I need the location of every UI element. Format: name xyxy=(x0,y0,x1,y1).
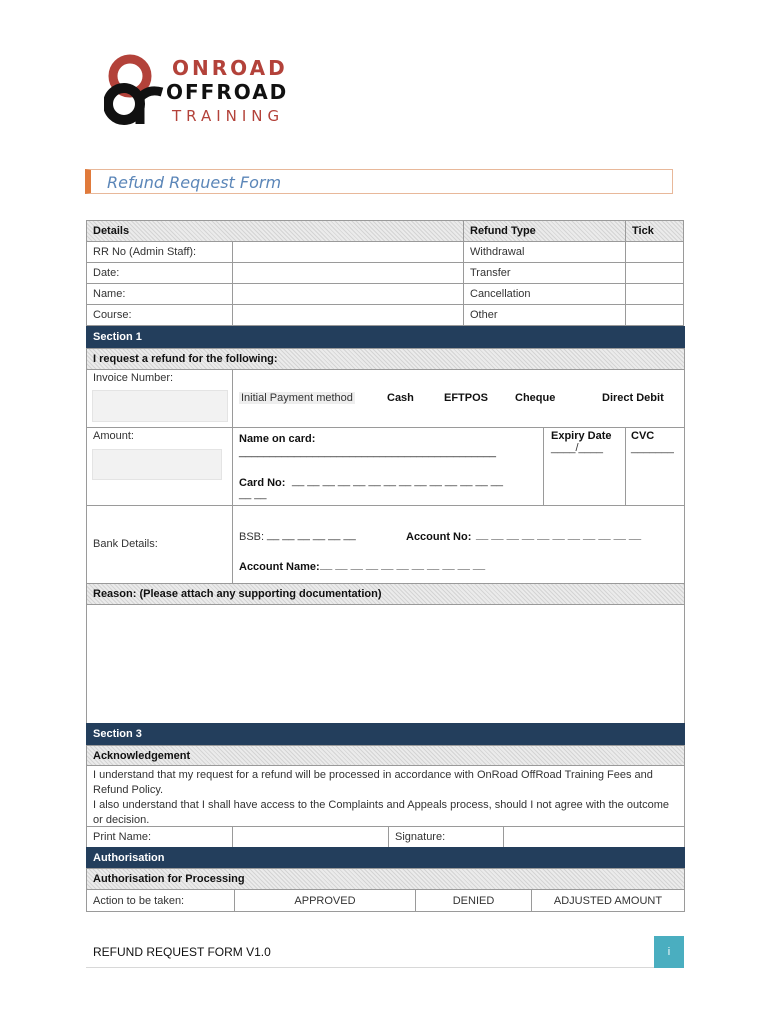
section1-band xyxy=(86,326,685,348)
denied-cell[interactable] xyxy=(415,889,532,912)
adjusted-amount-option[interactable]: ADJUSTED AMOUNT xyxy=(553,895,663,907)
section1-title: Section 1 xyxy=(93,331,142,343)
ack-body xyxy=(86,765,685,827)
card-no-label: Card No: xyxy=(239,477,286,489)
cvc-cell xyxy=(625,427,685,506)
section3-title: Section 3 xyxy=(93,728,142,740)
footer-rule xyxy=(86,967,654,968)
authorisation-title: Authorisation xyxy=(93,852,165,864)
cvc-line[interactable]: _______ xyxy=(631,442,674,454)
details-header-label: Details xyxy=(93,225,130,237)
amount-label: Amount: xyxy=(93,430,134,442)
expiry-cell xyxy=(543,427,626,506)
approved-cell[interactable] xyxy=(234,889,416,912)
cancellation-label: Cancellation xyxy=(470,288,531,300)
date-label: Date: xyxy=(93,267,120,279)
authorisation-subtitle: Authorisation for Processing xyxy=(93,873,245,885)
card-no-line2[interactable]: __ __ xyxy=(239,488,267,500)
name-on-card-line[interactable]: __________________________________________ xyxy=(239,446,496,458)
transfer-label: Transfer xyxy=(470,267,511,279)
logo-line2: OFFROAD xyxy=(166,80,289,104)
expiry-line[interactable]: ____/____ xyxy=(551,442,603,454)
invoice-input[interactable] xyxy=(92,390,228,422)
bank-label-cell xyxy=(86,505,233,584)
date-label-cell xyxy=(86,262,233,284)
refund-type-header xyxy=(463,220,626,242)
method-cash[interactable]: Cash xyxy=(387,392,414,404)
method-direct-debit[interactable]: Direct Debit xyxy=(602,392,664,404)
denied-option[interactable]: DENIED xyxy=(452,895,495,907)
logo-mark-icon xyxy=(104,54,174,130)
refund-type-header-label: Refund Type xyxy=(470,225,536,237)
adjusted-cell[interactable] xyxy=(531,889,685,912)
request-line-row xyxy=(86,348,685,370)
bsb-label: BSB: xyxy=(239,531,265,543)
ack-title: Acknowledgement xyxy=(93,750,191,762)
logo xyxy=(104,54,304,130)
course-label-cell xyxy=(86,304,233,326)
print-name-label-cell xyxy=(86,826,233,848)
account-name-line[interactable]: __ __ __ __ __ __ __ __ __ __ __ xyxy=(320,559,486,571)
print-name-field[interactable] xyxy=(232,826,389,848)
logo-line1: ONROAD xyxy=(172,56,288,80)
ack-header xyxy=(86,745,685,766)
footer-title: REFUND REQUEST FORM V1.0 xyxy=(93,945,271,959)
form-title: Refund Request Form xyxy=(107,173,282,192)
tick-other[interactable] xyxy=(625,304,684,326)
section3-band xyxy=(86,723,685,746)
logo-line3: TRAINING xyxy=(172,107,285,125)
print-name-label: Print Name: xyxy=(93,831,152,843)
account-name-label: Account Name: xyxy=(239,561,320,573)
tick-header-label: Tick xyxy=(632,225,654,237)
reason-input[interactable] xyxy=(86,604,685,724)
page-number: i xyxy=(667,946,671,958)
bsb-line[interactable]: __ __ __ __ __ __ xyxy=(267,529,356,541)
bank-label: Bank Details: xyxy=(93,538,158,550)
method-cheque[interactable]: Cheque xyxy=(515,392,556,404)
signature-label: Signature: xyxy=(395,831,446,843)
approved-option[interactable]: APPROVED xyxy=(294,895,356,907)
signature-field[interactable] xyxy=(503,826,685,848)
date-field[interactable] xyxy=(232,262,464,284)
tick-header xyxy=(625,220,684,242)
request-line: I request a refund for the following: xyxy=(93,353,278,365)
rr-no-field[interactable] xyxy=(232,241,464,263)
signature-label-cell xyxy=(388,826,504,848)
method-eftpos[interactable]: EFTPOS xyxy=(444,392,489,404)
authorisation-band xyxy=(86,847,685,869)
bank-details-cell xyxy=(232,505,685,584)
cvc-label: CVC xyxy=(631,430,655,442)
withdrawal-label: Withdrawal xyxy=(470,246,525,258)
amount-input[interactable] xyxy=(92,449,222,480)
authorisation-subheader xyxy=(86,868,685,890)
ack-paragraph-1: I understand that my request for a refund will be processed in accordance with OnRoad OffRoad Training Fees and Refund Policy. xyxy=(93,769,653,796)
name-label-cell xyxy=(86,283,233,305)
tick-transfer[interactable] xyxy=(625,262,684,284)
other-cell xyxy=(463,304,626,326)
cancellation-cell xyxy=(463,283,626,305)
rr-no-label: RR No (Admin Staff): xyxy=(93,246,197,258)
other-label: Other xyxy=(470,309,498,321)
name-field[interactable] xyxy=(232,283,464,305)
tick-withdrawal[interactable] xyxy=(625,241,684,263)
rr-no-label-cell xyxy=(86,241,233,263)
ack-paragraph-2: I also understand that I shall have access to the Complaints and Appeals process, should I not agree with the outcome or decision. xyxy=(93,799,670,826)
course-field[interactable] xyxy=(232,304,464,326)
details-header xyxy=(86,220,464,242)
withdrawal-cell xyxy=(463,241,626,263)
payment-method-label: Initial Payment method xyxy=(241,392,353,404)
card-cell xyxy=(232,427,544,506)
action-label-cell xyxy=(86,889,235,912)
name-label: Name: xyxy=(93,288,126,300)
card-no-line[interactable]: __ __ __ __ __ __ __ __ __ __ __ __ __ __ xyxy=(292,475,504,487)
invoice-label: Invoice Number: xyxy=(93,372,174,384)
reason-label: Reason: (Please attach any supporting documentation) xyxy=(93,588,382,600)
name-on-card-label: Name on card: xyxy=(239,433,316,445)
expiry-label: Expiry Date xyxy=(551,430,612,442)
account-no-line[interactable]: __ __ __ __ __ __ __ __ __ __ __ xyxy=(476,529,642,541)
course-label: Course: xyxy=(93,309,132,321)
reason-header xyxy=(86,583,685,605)
payment-method-cell xyxy=(232,369,685,428)
account-no-label: Account No: xyxy=(406,531,472,543)
action-label: Action to be taken: xyxy=(93,895,185,907)
tick-cancellation[interactable] xyxy=(625,283,684,305)
page-number-badge xyxy=(654,936,684,968)
form-title-box xyxy=(85,169,673,194)
transfer-cell xyxy=(463,262,626,284)
